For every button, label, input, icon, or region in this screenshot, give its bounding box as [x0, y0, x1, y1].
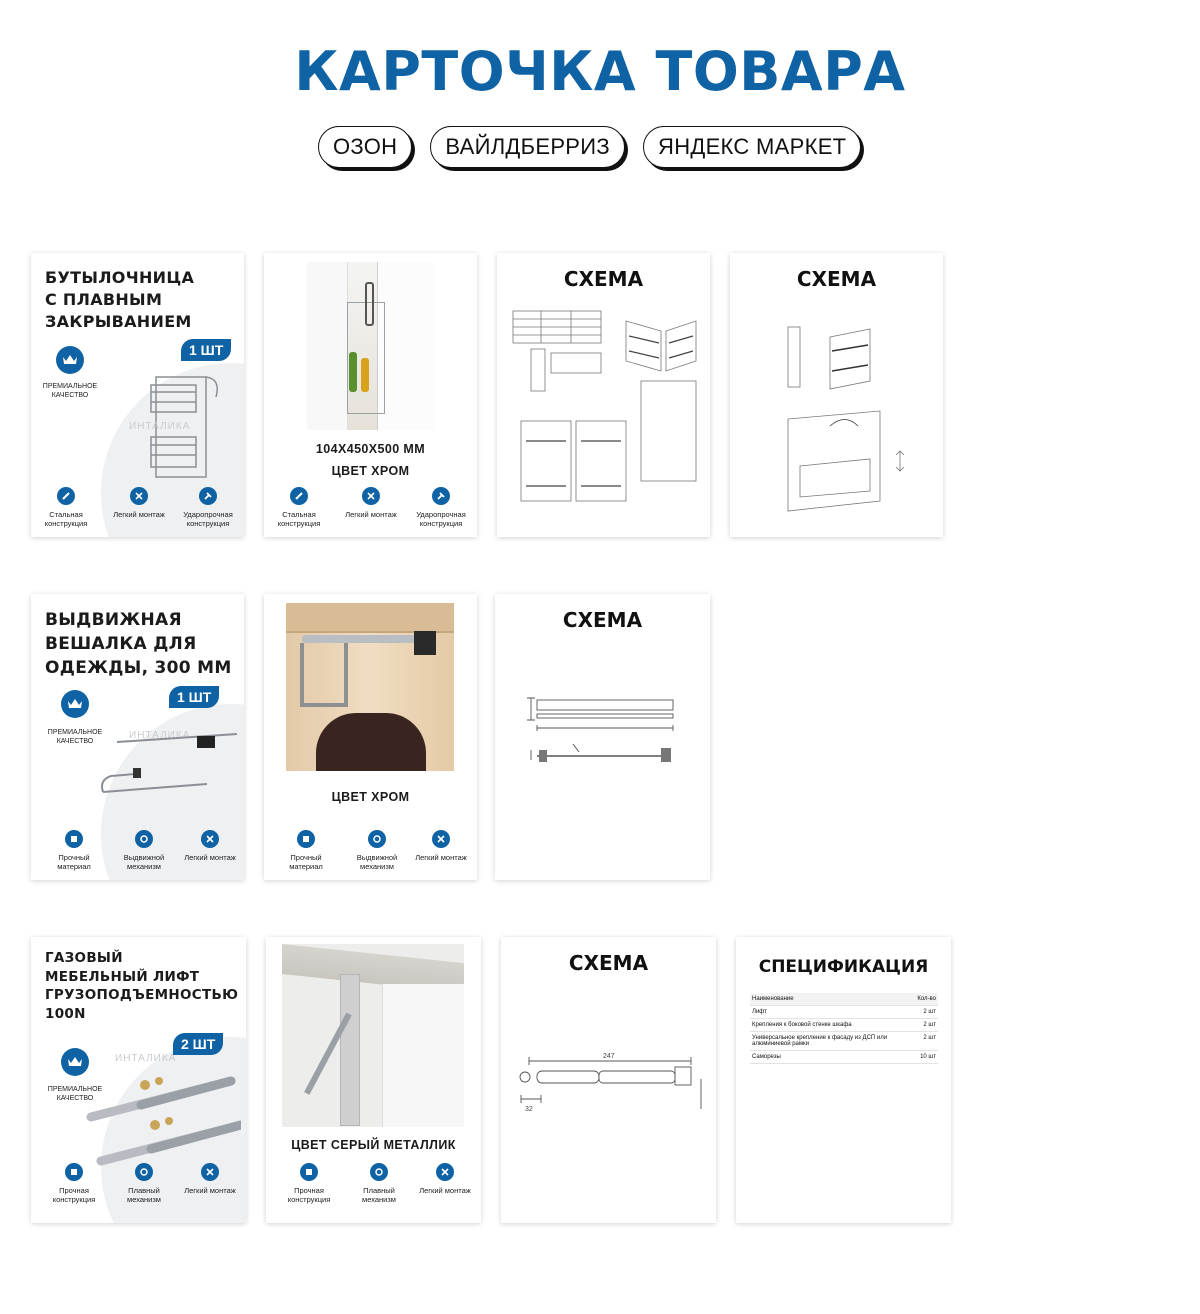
material-icon	[65, 1163, 83, 1181]
gear-icon	[368, 830, 386, 848]
card-bottle-schema-2[interactable]	[730, 253, 943, 537]
gaslift-photo	[282, 944, 464, 1127]
product-title: ВЫДВИЖНАЯ ВЕШАЛКА ДЛЯ ОДЕЖДЫ, 300 ММ	[45, 610, 232, 678]
feature-easy-install: Легкий монтаж	[340, 487, 402, 519]
size-caption: 104Х450Х500 ММ	[315, 442, 426, 456]
installation-schema-drawing	[770, 301, 920, 521]
tools-icon	[130, 487, 148, 505]
premium-label: ПРЕМИАЛЬНОЕ КАЧЕСТВО	[47, 1086, 103, 1102]
schema-title: СХЕМА	[568, 951, 649, 975]
steel-icon	[290, 487, 308, 505]
feature-smooth: Плавный механизм	[348, 1163, 410, 1204]
feature-easy-install: Легкий монтаж	[410, 830, 472, 862]
feature-impact: Ударопрочная конструкция	[410, 487, 472, 528]
premium-label: ПРЕМИАЛЬНОЕ КАЧЕСТВО	[42, 383, 98, 399]
spec-row: Лифт 2 шт	[750, 1006, 938, 1019]
hanger-image	[97, 732, 244, 802]
feature-sliding: Выдвижной механизм	[113, 830, 175, 871]
feature-easy-install: Легкий монтаж	[108, 487, 170, 519]
crown-icon	[61, 690, 89, 718]
spec-table	[750, 993, 938, 1064]
color-caption: ЦВЕТ ХРОМ	[331, 464, 410, 478]
spec-row: Крепления к боковой стенке шкафа 2 шт	[750, 1019, 938, 1032]
marketplace-wildberries[interactable]: ВАЙЛДБЕРРИЗ	[430, 126, 625, 168]
card-bottle-photo[interactable]	[264, 253, 477, 537]
material-icon	[65, 830, 83, 848]
card-hanger-schema[interactable]	[495, 594, 710, 880]
card-gaslift-schema[interactable]	[501, 937, 716, 1223]
feature-smooth: Плавный механизм	[113, 1163, 175, 1204]
watermark: ИНТАЛИКА	[129, 730, 191, 741]
feature-easy-install: Легкий монтаж	[414, 1163, 476, 1195]
feature-strong-material: Прочный материал	[43, 830, 105, 871]
bottle-rack-photo	[307, 262, 434, 430]
color-caption: ЦВЕТ ХРОМ	[331, 790, 410, 804]
feature-easy-install: Легкий монтаж	[179, 830, 241, 862]
spec-row: Саморезы 10 шт	[750, 1051, 938, 1064]
gear-icon	[135, 830, 153, 848]
quantity-badge: 2 ШТ	[173, 1033, 223, 1055]
marketplace-yandex-market[interactable]: ЯНДЕКС МАРКЕТ	[643, 126, 861, 168]
tools-icon	[432, 830, 450, 848]
spec-title: СПЕЦИФИКАЦИЯ	[758, 957, 929, 977]
color-caption: ЦВЕТ СЕРЫЙ МЕТАЛЛИК	[291, 1138, 456, 1152]
card-gaslift-photo[interactable]	[266, 937, 481, 1223]
steel-icon	[57, 487, 75, 505]
tools-icon	[201, 1163, 219, 1181]
feature-impact: Ударопрочная конструкция	[177, 487, 239, 528]
card-bottle-schema-1[interactable]	[497, 253, 710, 537]
tools-icon	[436, 1163, 454, 1181]
material-icon	[297, 830, 315, 848]
card-hanger-main[interactable]	[31, 594, 244, 880]
card-bottle-main[interactable]	[31, 253, 244, 537]
product-title: БУТЫЛОЧНИЦА С ПЛАВНЫМ ЗАКРЫВАНИЕМ	[45, 268, 195, 331]
hammer-icon	[199, 487, 217, 505]
gear-icon	[370, 1163, 388, 1181]
feature-easy-install: Легкий монтаж	[179, 1163, 241, 1195]
tools-icon	[362, 487, 380, 505]
spec-header-row: Наименование Кол-во	[750, 993, 938, 1006]
quantity-badge: 1 ШТ	[169, 686, 219, 708]
watermark: ИНТАЛИКА	[129, 421, 191, 432]
gaslift-image	[81, 1069, 241, 1169]
feature-strong-construction: Прочная конструкция	[278, 1163, 340, 1204]
page-title: КАРТОЧКА ТОВАРА	[294, 40, 906, 103]
marketplace-list	[318, 126, 861, 168]
premium-label: ПРЕМИАЛЬНОЕ КАЧЕСТВО	[47, 729, 103, 745]
hanger-photo	[286, 603, 454, 771]
marketplace-ozon[interactable]: ОЗОН	[318, 126, 412, 168]
product-title: ГАЗОВЫЙ МЕБЕЛЬНЫЙ ЛИФТ ГРУЗОПОДЪЕМНОСТЬЮ 100N	[45, 950, 239, 1022]
card-gaslift-main[interactable]	[31, 937, 246, 1223]
installation-schema-drawing	[511, 301, 701, 521]
schema-title: СХЕМА	[796, 267, 877, 291]
dimension-small-label: 32	[525, 1106, 533, 1113]
feature-steel: Стальная конструкция	[35, 487, 97, 528]
tools-icon	[201, 830, 219, 848]
card-hanger-photo[interactable]	[264, 594, 477, 880]
hanger-dimension-drawing	[525, 688, 685, 778]
hammer-icon	[432, 487, 450, 505]
feature-sliding: Выдвижной механизм	[346, 830, 408, 871]
feature-strong-construction: Прочная конструкция	[43, 1163, 105, 1204]
feature-strong-material: Прочный материал	[275, 830, 337, 871]
gaslift-dimension-drawing	[511, 1049, 711, 1119]
watermark: ИНТАЛИКА	[115, 1053, 177, 1064]
card-gaslift-spec[interactable]	[736, 937, 951, 1223]
quantity-badge: 1 ШТ	[181, 339, 231, 361]
spec-row: Универсальное крепление к фасаду из ДСП или алюминиевой рамки 2 шт	[750, 1032, 938, 1051]
feature-steel: Стальная конструкция	[268, 487, 330, 528]
gear-icon	[135, 1163, 153, 1181]
schema-title: СХЕМА	[562, 608, 643, 632]
crown-icon	[56, 346, 84, 374]
dimension-length-label: 247	[603, 1053, 615, 1060]
schema-title: СХЕМА	[563, 267, 644, 291]
material-icon	[300, 1163, 318, 1181]
